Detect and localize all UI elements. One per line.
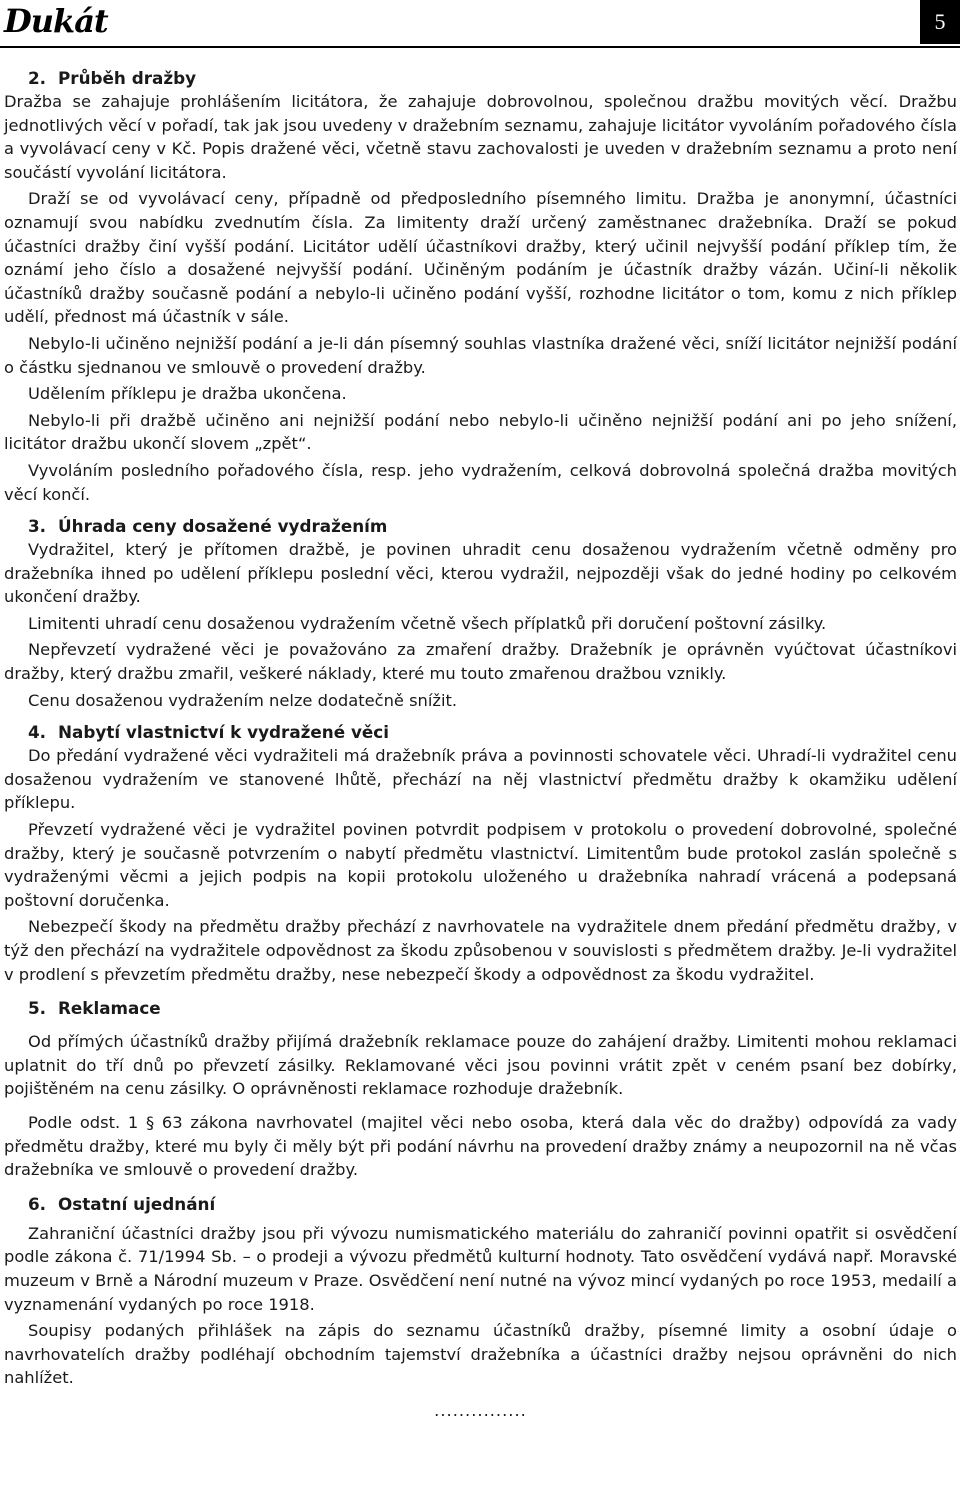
- section-number: 4.: [28, 722, 47, 743]
- section-heading: [4, 514, 957, 538]
- section-title: Úhrada ceny dosažené vydražením: [58, 516, 388, 537]
- document-body: [4, 66, 957, 1418]
- paragraph: Nebezpečí škody na předmětu dražby přechází z navrhovatele na vydražitele dnem předání předmětu dražby, v týž den přechází na vydražitele odpovědnost za škodu způsobenou v souvislosti s předmětem dražby. Je-li vydražitel v prodlení s převzetím předmětu dražby, nese nebezpečí škody a odpovědnost za škodu vydražitel.: [4, 917, 957, 984]
- paragraph: Podle odst. 1 § 63 zákona navrhovatel (majitel věci nebo osoba, která dala věc do dražby) odpovídá za vady předmětu dražby, které mu byly či měly být při podání návrhu na provedení dražby známy a neupozornil na ně včas dražebníka ve smlouvě o provedení dražby.: [4, 1112, 957, 1180]
- section-title: Reklamace: [58, 998, 161, 1019]
- paragraph: Převzetí vydražené věci je vydražitel povinen potvrdit podpisem v protokolu o provedení dobrovolné, společné dražby, který je současně potvrzením o nabytí předmětu vlastnictví. Limitentům bude protokol zaslán společně s vydraženými věcmi a jejich podpis na kopii protokolu uloženého u dražebníka nahradí vrácená a podepsaná poštovní doručenka.: [4, 820, 957, 910]
- section-title: Nabytí vlastnictví k vydražené věci: [58, 722, 389, 743]
- paragraph: Nepřevzetí vydražené věci je považováno za zmaření dražby. Dražebník je oprávněn vyúčtovat účastníkovi dražby, který dražbu zmařil, veškeré náklady, které mu touto zmařenou dražbou vznikly.: [4, 640, 957, 684]
- section-title: Průběh dražby: [58, 68, 197, 88]
- section-number: 6.: [28, 1193, 47, 1214]
- paragraph: Draží se od vyvolávací ceny, případně od předposledního písemného limitu. Dražba je anonymní, účastníci oznamují svou nabídku zvednutím čísla. Za limitenty draží určený zaměstnanec dražebníka. Draží se pokud účastníci dražby činí vyšší podání. Licitátor udělí účastníkovi dražby, který učinil nejvyšší podání příklep tím, že oznámí jeho číslo a dosažené nejvyšší podání. Učiněným podáním je účastník dražby vázán. Učiní-li několik účastníků dražby současně podání a nebylo-li učiněno podání vyšší, rozhodne licitátor o tom, komu z nich příklep udělí, přednost má účastník v sále.: [4, 189, 957, 327]
- paragraph: Udělením příklepu je dražba ukončena.: [28, 384, 347, 404]
- paragraph: Vydražitel, který je přítomen dražbě, je povinen uhradit cenu dosaženou vydražením včetně odměny pro dražebníka ihned po udělení příklepu poslední věci, kterou vydražil, nejpozději však do jedné hodiny po celkovém ukončení dražby.: [4, 540, 957, 607]
- paragraph: Nebylo-li učiněno nejnižší podání a je-li dán písemný souhlas vlastníka dražené věci, sníží licitátor nejnižší podání o částku sjednanou ve smlouvě o provedení dražby.: [4, 333, 957, 377]
- dukat-logo: Dukát: [4, 2, 108, 40]
- section-heading: [4, 996, 957, 1020]
- paragraph: Cenu dosaženou vydražením nelze dodatečně snížit.: [28, 690, 458, 710]
- paragraph: Od přímých účastníků dražby přijímá dražebník reklamace pouze do zahájení dražby. Limitenti mohou reklamaci uplatnit do tří dnů po převzetí zásilky. Reklamované věci jsou povinni vrátit zpět v ceném psaní bez dobírky, pojištěném na cenu zásilky. O oprávněnosti reklamace rozhoduje dražebník.: [4, 1032, 957, 1099]
- paragraph: Zahraniční účastníci dražby jsou při vývozu numismatického materiálu do zahraničí povinni opatřit si osvědčení podle zákona č. 71/1994 Sb. – o prodeji a vývozu předmětů kulturní hodnoty. Tato osvědčení vydává např. Moravské muzeum v Brně a Národní muzeum v Praze. Osvědčení není nutné na vývoz mincí vydaných po roce 1953, medailí a vyznamenání vydaných po roce 1918.: [4, 1223, 957, 1314]
- section-heading: [4, 1192, 957, 1216]
- paragraph: Nebylo-li při dražbě učiněno ani nejnižší podání nebo nebylo-li učiněno nejnižší podání ani po jeho snížení, licitátor dražbu ukončí slovem „zpět“.: [4, 410, 957, 454]
- section-heading: [4, 720, 957, 744]
- end-dots: ...............: [434, 1400, 527, 1420]
- paragraph: Soupisy podaných přihlášek na zápis do seznamu účastníků dražby, písemné limity a osobní údaje o navrhovatelích dražby podléhají obchodním tajemství dražebníka a účastníci dražby nejsou oprávněni do nich nahlížet.: [4, 1321, 957, 1388]
- paragraph: Dražba se zahajuje prohlášením licitátora, že zahajuje dobrovolnou, společnou dražbu movitých věcí. Dražbu jednotlivých věcí v pořadí, tak jak jsou uvedeny v dražebním seznamu, zahajuje licitátor vyvoláním pořadového čísla a vyvolávací ceny v Kč. Popis dražené věci, včetně stavu zachovalosti je uveden v dražebním seznamu a proto není součástí vyvolání licitátora.: [4, 92, 957, 182]
- page-number: 5: [920, 0, 960, 44]
- section-number: 2.: [28, 68, 47, 88]
- section-number: 3.: [28, 516, 47, 537]
- paragraph: Do předání vydražené věci vydražiteli má dražebník práva a povinnosti schovatele věci. Uhradí-li vydražitel cenu dosaženou vydražením ve stanovené lhůtě, přechází na něj vlastnictví předmětu dražby k okamžiku udělení příklepu.: [4, 746, 957, 813]
- paragraph: Vyvoláním posledního pořadového čísla, resp. jeho vydražením, celková dobrovolná společná dražba movitých věcí končí.: [4, 460, 957, 504]
- paragraph: Limitenti uhradí cenu dosaženou vydražením včetně všech příplatků při doručení poštovní zásilky.: [28, 613, 827, 633]
- section-number: 5.: [28, 998, 47, 1019]
- section-heading: [4, 66, 957, 90]
- page-header: [0, 0, 960, 48]
- section-title: Ostatní ujednání: [58, 1193, 216, 1214]
